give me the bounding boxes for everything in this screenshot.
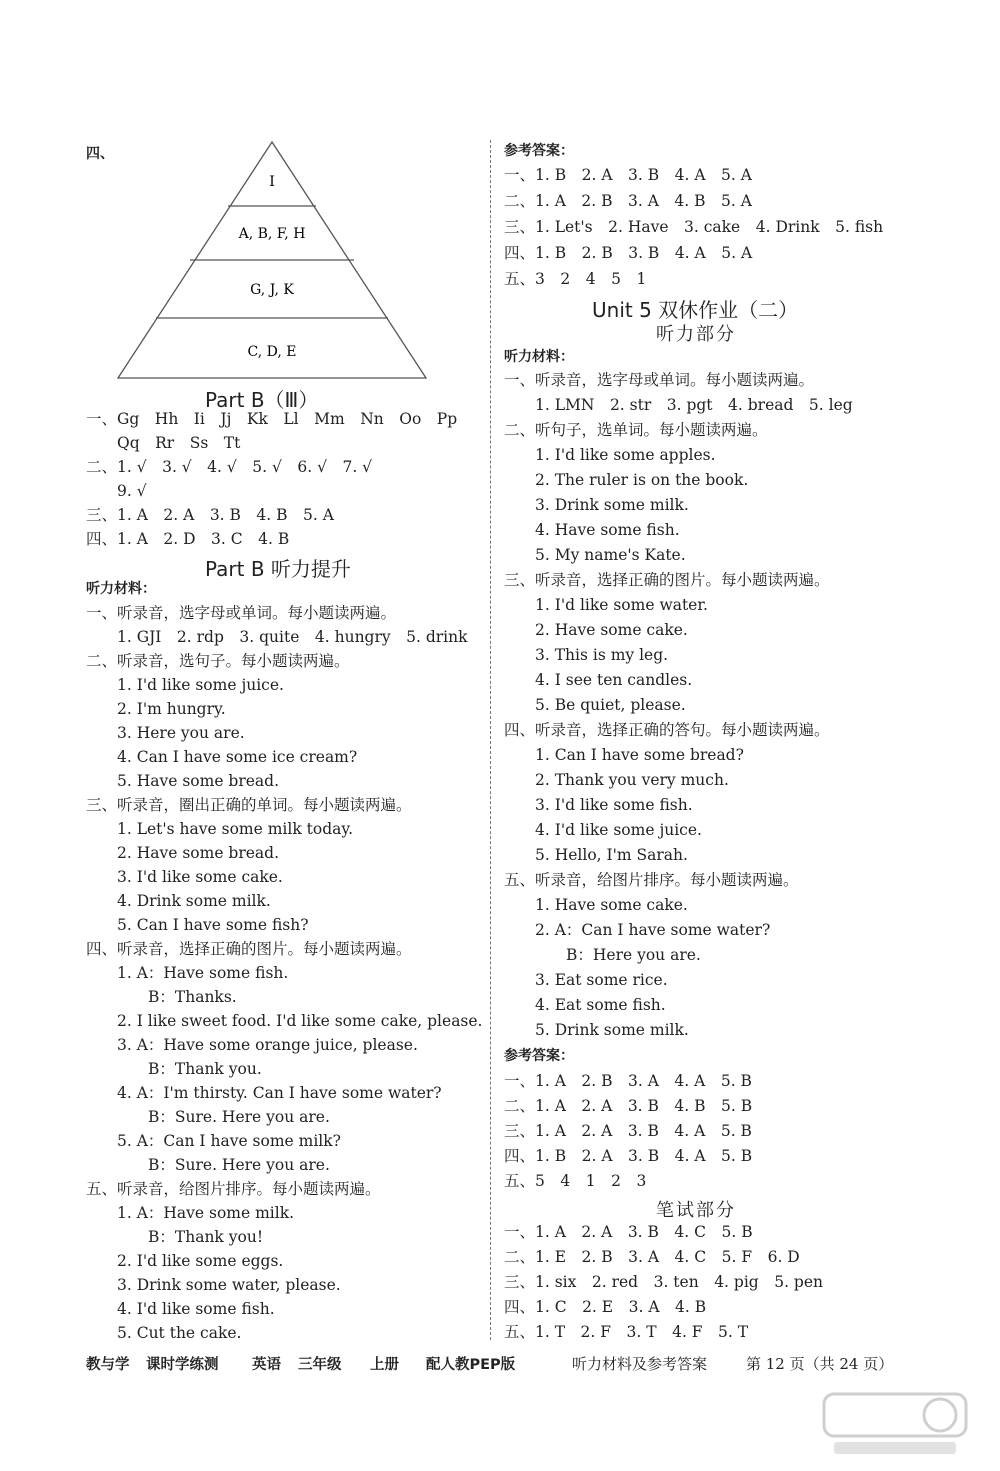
pyramid-level-1: I bbox=[269, 174, 275, 190]
answer-line: 四、1. C 2. E 3. A 4. B bbox=[504, 1298, 707, 1316]
answer-line: 四、1. A 2. D 3. C 4. B bbox=[86, 530, 290, 548]
answer-line: Qq Rr Ss Tt bbox=[86, 434, 241, 452]
material-line: 2. Have some cake. bbox=[504, 621, 688, 639]
material-line: 3. I'd like some fish. bbox=[504, 796, 693, 814]
answer-line: 五、1. T 2. F 3. T 4. F 5. T bbox=[504, 1323, 749, 1341]
footer-grade: 三年级 bbox=[298, 1357, 342, 1373]
answer-line: 一、Gg Hh Ii Jj Kk Ll Mm Nn Oo Pp bbox=[86, 410, 458, 428]
answer-line: 五、5 4 1 2 3 bbox=[504, 1172, 647, 1190]
answer-line: 9. √ bbox=[86, 482, 147, 500]
footer-subject: 英语 bbox=[252, 1357, 281, 1373]
answer-line: 二、1. E 2. B 3. A 4. C 5. F 6. D bbox=[504, 1248, 800, 1266]
material-line: 二、听句子，选单词。每小题读两遍。 bbox=[504, 421, 768, 439]
unit-title: Unit 5 双休作业（二） bbox=[592, 298, 799, 322]
material-line: 1. I'd like some juice. bbox=[86, 676, 284, 694]
material-line: 5. Be quiet, please. bbox=[504, 696, 686, 714]
material-line: 4. Drink some milk. bbox=[86, 892, 271, 910]
listening-part-heading: 听力部分 bbox=[656, 324, 736, 345]
material-line: 2. A：Can I have some water? bbox=[504, 921, 771, 939]
answer-line: 五、3 2 4 5 1 bbox=[504, 270, 647, 288]
material-line: 五、听录音，给图片排序。每小题读两遍。 bbox=[504, 871, 799, 889]
answer-line: 一、1. A 2. B 3. A 4. A 5. B bbox=[504, 1072, 752, 1090]
material-line: 一、听录音，选字母或单词。每小题读两遍。 bbox=[86, 604, 397, 622]
material-line: 3. Drink some milk. bbox=[504, 496, 689, 514]
material-line: B：Sure. Here you are. bbox=[86, 1108, 330, 1126]
material-line: 4. Can I have some ice cream? bbox=[86, 748, 358, 766]
material-line: 五、听录音，给图片排序。每小题读两遍。 bbox=[86, 1180, 381, 1198]
material-line: B：Thanks. bbox=[86, 988, 237, 1006]
material-line: 4. A：I'm thirsty. Can I have some water? bbox=[86, 1084, 442, 1102]
material-line: 3. Here you are. bbox=[86, 724, 245, 742]
material-line: 1. Have some cake. bbox=[504, 896, 688, 914]
material-line: 5. Can I have some fish? bbox=[86, 916, 309, 934]
material-line: 1. GJI 2. rdp 3. quite 4. hungry 5. drink bbox=[86, 628, 468, 646]
material-line: 5. A：Can I have some milk? bbox=[86, 1132, 341, 1150]
material-line: 2. I like sweet food. I'd like some cake, please. bbox=[86, 1012, 483, 1030]
section-four-label: 四、 bbox=[86, 146, 114, 162]
material-line: 4. Eat some fish. bbox=[504, 996, 666, 1014]
material-line: 2. Thank you very much. bbox=[504, 771, 729, 789]
footer-edition: 配人教PEP版 bbox=[426, 1357, 516, 1373]
answer-line: 二、1. A 2. A 3. B 4. B 5. B bbox=[504, 1097, 753, 1115]
material-line: 三、听录音，选择正确的图片。每小题读两遍。 bbox=[504, 571, 830, 589]
answer-label: 参考答案： bbox=[504, 143, 574, 159]
answer-line: 四、1. B 2. A 3. B 4. A 5. B bbox=[504, 1147, 753, 1165]
pyramid-level-4: C, D, E bbox=[247, 344, 297, 360]
material-line: 四、听录音，选择正确的答句。每小题读两遍。 bbox=[504, 721, 830, 739]
material-line: 1. I'd like some water. bbox=[504, 596, 708, 614]
material-line: B：Sure. Here you are. bbox=[86, 1156, 330, 1174]
answer-line: 二、1. A 2. B 3. A 4. B 5. A bbox=[504, 192, 752, 210]
material-line: 4. Have some fish. bbox=[504, 521, 680, 539]
answer-line: 三、1. A 2. A 3. B 4. B 5. A bbox=[86, 506, 334, 524]
footer-series: 课时学练测 bbox=[146, 1357, 219, 1373]
material-line: 4. I'd like some fish. bbox=[86, 1300, 275, 1318]
material-line: 1. Can I have some bread? bbox=[504, 746, 744, 764]
material-line: 1. I'd like some apples. bbox=[504, 446, 716, 464]
part-b3-title: Part B（Ⅲ） bbox=[205, 388, 319, 412]
answer-line: 一、1. B 2. A 3. B 4. A 5. A bbox=[504, 166, 752, 184]
material-line: 三、听录音，圈出正确的单词。每小题读两遍。 bbox=[86, 796, 412, 814]
material-line: 2. I'd like some eggs. bbox=[86, 1252, 284, 1270]
pyramid-diagram bbox=[112, 138, 432, 382]
material-line: 3. A：Have some orange juice, please. bbox=[86, 1036, 418, 1054]
material-line: 1. A：Have some fish. bbox=[86, 964, 289, 982]
material-label: 听力材料： bbox=[86, 581, 156, 597]
material-line: 四、听录音，选择正确的图片。每小题读两遍。 bbox=[86, 940, 412, 958]
material-line: 4. I'd like some juice. bbox=[504, 821, 702, 839]
footer-section: 听力材料及参考答案 bbox=[572, 1355, 708, 1373]
answer-label: 参考答案： bbox=[504, 1048, 574, 1064]
material-label: 听力材料： bbox=[504, 349, 574, 365]
material-line: B：Thank you! bbox=[86, 1228, 264, 1246]
column-divider bbox=[490, 140, 491, 1340]
material-line: 1. LMN 2. str 3. pgt 4. bread 5. leg bbox=[504, 396, 853, 414]
material-line: 5. Have some bread. bbox=[86, 772, 280, 790]
answer-line: 三、1. A 2. A 3. B 4. A 5. B bbox=[504, 1122, 752, 1140]
material-line: 3. I'd like some cake. bbox=[86, 868, 283, 886]
material-line: 2. I'm hungry. bbox=[86, 700, 226, 718]
pyramid-level-3: G, J, K bbox=[250, 282, 294, 298]
answer-line: 一、1. A 2. A 3. B 4. C 5. B bbox=[504, 1223, 753, 1241]
material-line: 5. Drink some milk. bbox=[504, 1021, 689, 1039]
answer-line: 四、1. B 2. B 3. B 4. A 5. A bbox=[504, 244, 753, 262]
watermark-logo bbox=[820, 1390, 970, 1464]
material-line: 5. Cut the cake. bbox=[86, 1324, 242, 1342]
material-line: 二、听录音，选句子。每小题读两遍。 bbox=[86, 652, 350, 670]
material-line: 4. I see ten candles. bbox=[504, 671, 693, 689]
footer-volume: 上册 bbox=[370, 1357, 399, 1373]
answer-line: 二、1. √ 3. √ 4. √ 5. √ 6. √ 7. √ bbox=[86, 458, 373, 476]
material-line: B：Thank you. bbox=[86, 1060, 262, 1078]
pyramid-level-2: A, B, F, H bbox=[238, 226, 306, 242]
material-line: 2. Have some bread. bbox=[86, 844, 280, 862]
material-line: 一、听录音，选字母或单词。每小题读两遍。 bbox=[504, 371, 815, 389]
material-line: 1. A：Have some milk. bbox=[86, 1204, 295, 1222]
part-b-listening-title: Part B 听力提升 bbox=[205, 557, 351, 581]
footer-brand: 教与学 bbox=[86, 1357, 130, 1373]
material-line: 3. Eat some rice. bbox=[504, 971, 668, 989]
answer-line: 三、1. Let's 2. Have 3. cake 4. Drink 5. fish bbox=[504, 218, 884, 236]
answer-line: 三、1. six 2. red 3. ten 4. pig 5. pen bbox=[504, 1273, 823, 1291]
material-line: 5. My name's Kate. bbox=[504, 546, 686, 564]
material-line: 5. Hello, I'm Sarah. bbox=[504, 846, 688, 864]
footer-page-number: 第 12 页（共 24 页） bbox=[746, 1355, 894, 1373]
written-part-heading: 笔试部分 bbox=[656, 1200, 736, 1221]
material-line: 2. The ruler is on the book. bbox=[504, 471, 749, 489]
material-line: 3. This is my leg. bbox=[504, 646, 669, 664]
material-line: 1. Let's have some milk today. bbox=[86, 820, 353, 838]
material-line: B：Here you are. bbox=[504, 946, 701, 964]
material-line: 3. Drink some water, please. bbox=[86, 1276, 341, 1294]
